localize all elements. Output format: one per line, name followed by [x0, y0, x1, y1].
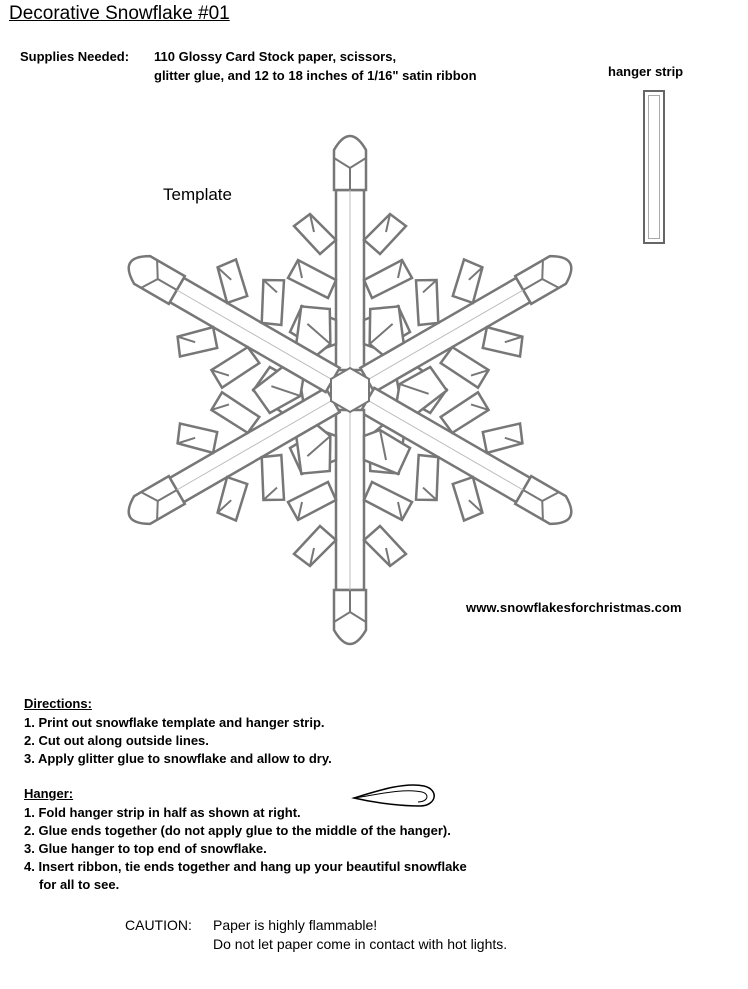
directions-step: 3. Apply glitter glue to snowflake and allow to dry. — [24, 751, 332, 766]
caution-line-2: Do not let paper come in contact with hot lights. — [213, 936, 508, 952]
website-url: www.snowflakesforchristmas.com — [466, 600, 682, 615]
supplies-label: Supplies Needed: — [20, 49, 130, 64]
hanger-step: 3. Glue hanger to top end of snowflake. — [24, 841, 267, 856]
hanger-step: 2. Glue ends together (do not apply glue to the middle of the hanger). — [24, 823, 451, 838]
snowflake-template — [95, 115, 605, 665]
hanger-step-continuation: for all to see. — [39, 877, 120, 892]
hanger-step: 1. Fold hanger strip in half as shown at right. — [24, 805, 301, 820]
hanger-title: Hanger: — [24, 786, 74, 801]
folded-hanger-loop-illustration — [350, 780, 440, 816]
page-title: Decorative Snowflake #01 — [9, 3, 230, 24]
hanger-strip-label: hanger strip — [608, 64, 684, 79]
hanger-step: 4. Insert ribbon, tie ends together and hang up your beautiful snowflake — [24, 859, 467, 874]
hanger-strip — [643, 90, 665, 244]
caution-label: CAUTION: — [125, 917, 192, 933]
supplies-line-1: 110 Glossy Card Stock paper, scissors, — [154, 49, 397, 64]
template-label: Template — [163, 185, 232, 204]
directions-step: 1. Print out snowflake template and hanger strip. — [24, 715, 325, 730]
supplies-line-2: glitter glue, and 12 to 18 inches of 1/16" satin ribbon — [154, 68, 477, 83]
directions-step: 2. Cut out along outside lines. — [24, 733, 209, 748]
caution-line-1: Paper is highly flammable! — [213, 917, 378, 933]
directions-title: Directions: — [24, 696, 92, 711]
